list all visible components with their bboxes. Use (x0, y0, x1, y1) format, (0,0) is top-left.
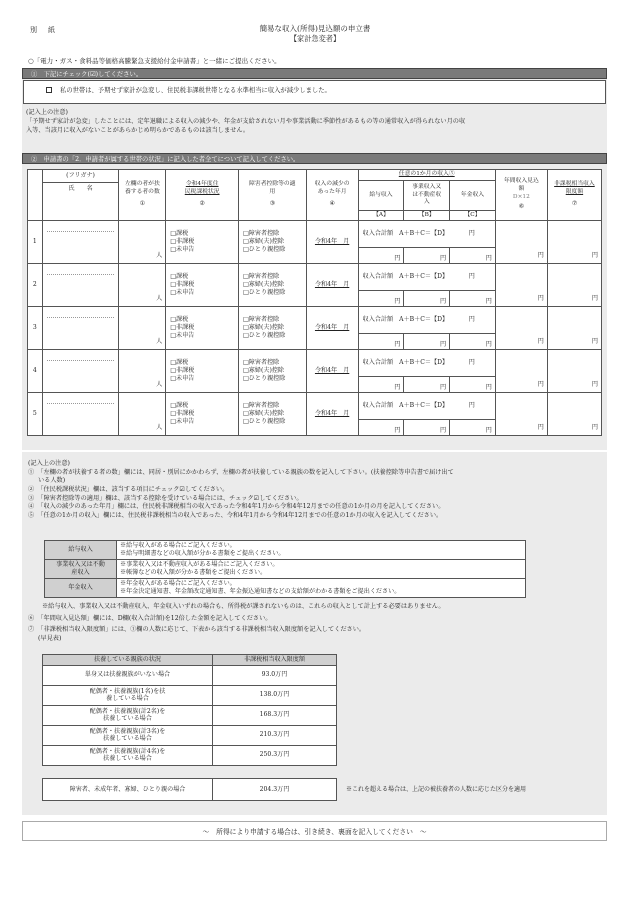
annual-income-input[interactable]: 円 (495, 350, 547, 393)
income-sum-cell[interactable]: 収入合計額 A＋B＋C＝【D】 円 (358, 264, 495, 291)
income-type-note: ※事業収入又は不動産収入がある場合にご記入ください。 (120, 560, 279, 568)
note-1: ① 「左欄の者が扶養する者の数」欄には、同居・別居にかかわらず、左欄の者が扶養している親族の数を記入して下さい。(扶養控除等申告書で届け出て (28, 468, 454, 476)
deduction-option-disability[interactable]: □障害者控除 (243, 229, 280, 237)
deduction-option-single-parent[interactable]: □ひとり親控除 (243, 246, 286, 254)
income-type-row (45, 541, 526, 560)
col-b-label: 【B】 (404, 211, 450, 221)
tax-option-taxed[interactable]: □課税 (170, 315, 189, 323)
reduced-month-input[interactable]: 令和4年 月 (306, 350, 358, 393)
notes1-line1: 「予期せず家計が急変」したことには、定年退職による収入の減少や、年金が支給されない月や事業活動に季節性があるもの等の通常収入が得られない月の収 (26, 117, 466, 125)
deduction-header: 障害者控除等の適用 ③ (239, 170, 307, 221)
limit-input[interactable]: 円 (547, 221, 601, 264)
tax-option-exempt[interactable]: □非課税 (170, 366, 195, 374)
document-subtitle: 【家計急変者】 (289, 34, 341, 43)
dependents-input[interactable]: 人 (119, 307, 166, 350)
income-type-row (45, 559, 526, 578)
quick-table-label: (早見表) (38, 635, 62, 643)
row-number: 3 (28, 307, 43, 350)
deduction-option-disability[interactable]: □障害者控除 (243, 272, 280, 280)
person-row (28, 221, 602, 248)
dependents-input[interactable]: 人 (119, 264, 166, 307)
deduction-option-widow[interactable]: □寡婦(夫)控除 (243, 323, 285, 331)
reduced-month-header: 収入の減少のあった年月 ④ (306, 170, 358, 221)
limit-amount: 168.3万円 (213, 705, 337, 725)
section1-panel (22, 68, 607, 156)
pension-input[interactable]: 円 (450, 291, 496, 307)
salary-input[interactable]: 円 (358, 377, 404, 393)
person-row (28, 307, 602, 334)
deduction-options[interactable] (239, 307, 307, 350)
person-row (28, 264, 602, 291)
notes3 (28, 603, 603, 644)
limit-amount: 250.3万円 (213, 745, 337, 765)
section1-header: ① 下記にチェック(☑)してください。 (22, 68, 607, 79)
dependents-input[interactable]: 人 (119, 350, 166, 393)
notes1 (22, 104, 607, 136)
notes2-heading: (記入上の注意) (28, 460, 70, 467)
tax-option-undeclared[interactable]: □未申告 (170, 289, 195, 297)
deduction-options[interactable] (239, 264, 307, 307)
monthly-income-header: 任意の1か月の収入⑤ (358, 170, 495, 181)
limit-status: 配偶者・扶養親族(計2名)を扶養している場合 (43, 705, 213, 725)
reduced-month-input[interactable]: 令和4年 月 (306, 307, 358, 350)
tax-status-options[interactable] (166, 393, 239, 436)
limit-status: 単身又は扶養親族がいない場合 (43, 665, 213, 685)
limit-status: 配偶者・扶養親族(計3名)を扶養している場合 (43, 725, 213, 745)
tax-status-options[interactable] (166, 350, 239, 393)
tax-option-taxed[interactable]: □課税 (170, 401, 189, 409)
limit-status: 配偶者・扶養親族(計4名)を扶養している場合 (43, 745, 213, 765)
limit-input[interactable]: 円 (547, 307, 601, 350)
income-type-label: 事業収入又は不動産収入 (45, 559, 117, 578)
tax-option-taxed[interactable]: □課税 (170, 229, 189, 237)
checkbox-icon[interactable] (46, 87, 52, 93)
row-number: 4 (28, 350, 43, 393)
limit-special-note: ※これを超える場合は、上記の被扶養者の人数に応じた区分を適用 (346, 786, 527, 793)
notes2 (28, 460, 603, 521)
income-type-row (45, 578, 526, 597)
dependents-header: 左欄の者が扶養する者の数 ① (119, 170, 166, 221)
limit-amount: 210.3万円 (213, 725, 337, 745)
salary-input[interactable]: 円 (358, 291, 404, 307)
document-title: 簡易な収入(所得)見込額の申立書 (259, 24, 371, 33)
tax-option-undeclared[interactable]: □未申告 (170, 375, 195, 383)
limit-quick-table (42, 654, 337, 766)
pension-header: 年金収入 (450, 181, 496, 211)
furigana-input[interactable] (47, 353, 115, 361)
annual-income-input[interactable]: 円 (495, 393, 547, 436)
note-3: ③ 「障害者控除等の適用」欄は、該当する控除を受けている場合には、チェック☑してください。 (28, 494, 303, 502)
section1-checkbox-row[interactable] (23, 80, 606, 104)
income-type-label: 給与収入 (45, 541, 117, 560)
limit-special-table (42, 778, 337, 801)
row-number: 2 (28, 264, 43, 307)
name-header-label: 氏 名 (43, 182, 119, 193)
furigana-input[interactable] (47, 224, 115, 232)
tax-status-header: 令和4年度住民税課税状況 ② (166, 170, 239, 221)
income-sum-cell[interactable]: 収入合計額 A＋B＋C＝【D】 円 (358, 307, 495, 334)
note-1b: いる人数) (38, 477, 66, 485)
annual-income-input[interactable]: 円 (495, 221, 547, 264)
income-sum-cell[interactable]: 収入合計額 A＋B＋C＝【D】 円 (358, 350, 495, 377)
col-a-label: 【A】 (358, 211, 404, 221)
business-input[interactable]: 円 (404, 334, 450, 350)
pension-input[interactable]: 円 (450, 248, 496, 264)
tax-status-options[interactable] (166, 221, 239, 264)
person-row (28, 350, 602, 377)
section1-checkbox-label: 私の世帯は、予期せず家計が急変し、住民税非課税世帯となる水準相当に収入が減少しました。 (60, 87, 331, 94)
deduction-options[interactable] (239, 221, 307, 264)
business-input[interactable]: 円 (404, 420, 450, 436)
deduction-option-widow[interactable]: □寡婦(夫)控除 (243, 366, 285, 374)
salary-input[interactable]: 円 (358, 334, 404, 350)
note-6: ⑥ 「年間収入見込額」欄には、D欄(収入合計額)を12倍した金額を記入してください。 (28, 614, 272, 622)
limit-col-status: 扶養している親族の状況 (43, 655, 213, 666)
tax-option-taxed[interactable]: □課税 (170, 272, 189, 280)
household-income-table (27, 169, 602, 436)
limit-status: 配偶者・扶養親族(1名)を扶養している場合 (43, 685, 213, 705)
deduction-option-widow[interactable]: □寡婦(夫)控除 (243, 280, 285, 288)
business-input[interactable]: 円 (404, 248, 450, 264)
income-type-label: 年金収入 (45, 578, 117, 597)
income-types-table (44, 540, 526, 598)
deduction-options[interactable] (239, 393, 307, 436)
note-2: ② 「住民税課税状況」欄は、該当する項目にチェック☑してください。 (28, 486, 229, 494)
row-number: 1 (28, 221, 43, 264)
tax-option-undeclared[interactable]: □未申告 (170, 246, 195, 254)
deduction-option-disability[interactable]: □障害者控除 (243, 358, 280, 366)
income-type-note: ※給与収入がある場合にご記入ください。 (120, 542, 236, 549)
col-c-label: 【C】 (450, 211, 496, 221)
salary-input[interactable]: 円 (358, 420, 404, 436)
business-input[interactable]: 円 (404, 377, 450, 393)
row-number: 5 (28, 393, 43, 436)
name-input-cell[interactable] (42, 350, 119, 393)
tax-status-options[interactable] (166, 264, 239, 307)
name-input-cell[interactable] (42, 393, 119, 436)
dependents-input[interactable]: 人 (119, 393, 166, 436)
section2-header: ② 申請書の「2．申請者が属する世帯の状況」に記入した者全てについて記入してください。 (22, 153, 607, 164)
deduction-option-widow[interactable]: □寡婦(夫)控除 (243, 237, 285, 245)
tax-option-exempt[interactable]: □非課税 (170, 237, 195, 245)
notes1-heading: (記入上の注意) (26, 109, 68, 116)
note-7: ⑦ 「非課税相当収入限度額」には、①欄の人数に応じて、下表から該当する非課税相当収入限度額を記入してください。 (28, 626, 366, 634)
name-input-cell[interactable] (42, 264, 119, 307)
annual-income-input[interactable]: 円 (495, 307, 547, 350)
annual-income-header: 年間収入見込額 D×12 ⑥ (495, 170, 547, 221)
furigana-input[interactable] (47, 267, 115, 275)
pension-input[interactable]: 円 (450, 420, 496, 436)
tax-option-exempt[interactable]: □非課税 (170, 280, 195, 288)
limit-input[interactable]: 円 (547, 264, 601, 307)
reduced-month-input[interactable]: 令和4年 月 (306, 221, 358, 264)
limit-input[interactable]: 円 (547, 350, 601, 393)
deduction-option-disability[interactable]: □障害者控除 (243, 315, 280, 323)
tax-option-exempt[interactable]: □非課税 (170, 323, 195, 331)
deduction-option-single-parent[interactable]: □ひとり親控除 (243, 289, 286, 297)
business-header: 事業収入又は不動産収入 (404, 181, 450, 211)
income-type-note: ※年金収入がある場合にご記入ください。 (120, 579, 236, 587)
note-tax-exempt: ※給与収入、事業収入又は不動産収入、年金収入いずれの場合も、所得税が課されないものは、これらの収入として計上する必要はありません。 (42, 603, 445, 610)
limit-amount: 138.0万円 (213, 685, 337, 705)
limit-input[interactable]: 円 (547, 393, 601, 436)
limit-col-amount: 非課税相当収入限度額 (213, 655, 337, 666)
salary-input[interactable]: 円 (358, 248, 404, 264)
footer-note: 〜 所得により申請する場合は、引き続き、裏面を記入してください 〜 (22, 821, 607, 841)
limit-header: 非課税相当収入限度額 ⑦ (547, 170, 601, 221)
income-type-note: ※年金決定通知書、年金額改定通知書、年金振込通知書などの支給額がわかる書類をご提出ください。 (120, 587, 401, 595)
deduction-option-single-parent[interactable]: □ひとり親控除 (243, 418, 286, 426)
salary-header: 給与収入 (358, 181, 404, 211)
furigana-header: (フリガナ) (66, 172, 95, 179)
income-sum-cell[interactable]: 収入合計額 A＋B＋C＝【D】 円 (358, 393, 495, 420)
intro-text: ○「電力・ガス・食料品等価格高騰緊急支援給付金申請書」と一緒にご提出ください。 (28, 57, 281, 65)
deduction-option-single-parent[interactable]: □ひとり親控除 (243, 375, 286, 383)
reduced-month-input[interactable]: 令和4年 月 (306, 393, 358, 436)
limit-special-status: 障害者、未成年者、寡婦、ひとり親の場合 (43, 779, 213, 801)
reduced-month-input[interactable]: 令和4年 月 (306, 264, 358, 307)
furigana-input[interactable] (47, 396, 115, 404)
deduction-option-disability[interactable]: □障害者控除 (243, 401, 280, 409)
income-type-note: ※帳簿などの収入額が分かる書類をご提出ください。 (120, 568, 267, 576)
tax-option-taxed[interactable]: □課税 (170, 358, 189, 366)
annex-label: 別 紙 (30, 26, 57, 34)
name-input-cell[interactable] (42, 307, 119, 350)
pension-input[interactable]: 円 (450, 377, 496, 393)
name-input-cell[interactable] (42, 221, 119, 264)
tax-option-undeclared[interactable]: □未申告 (170, 332, 195, 340)
dependents-input[interactable]: 人 (119, 221, 166, 264)
income-sum-cell[interactable]: 収入合計額 A＋B＋C＝【D】 円 (358, 221, 495, 248)
furigana-input[interactable] (47, 310, 115, 318)
deduction-options[interactable] (239, 350, 307, 393)
deduction-option-single-parent[interactable]: □ひとり親控除 (243, 332, 286, 340)
tax-option-exempt[interactable]: □非課税 (170, 409, 195, 417)
limit-amount: 93.0万円 (213, 665, 337, 685)
note-4: ④ 「収入の減少のあった年月」欄には、住民税非課税相当の収入であった令和4年1月から令和4年12月までの任意の1か月の月を記入してください。 (28, 503, 445, 511)
annual-income-input[interactable]: 円 (495, 264, 547, 307)
business-input[interactable]: 円 (404, 291, 450, 307)
tax-option-undeclared[interactable]: □未申告 (170, 418, 195, 426)
tax-status-options[interactable] (166, 307, 239, 350)
limit-special-amount: 204.3万円 (213, 779, 337, 801)
notes1-line2: 入等、当該月に収入がないことがあらかじめ明らかであるものは該当しません。 (26, 126, 250, 134)
name-header (42, 170, 119, 221)
note-5: ⑤ 「任意の1か月の収入」欄には、住民税非課税相当の収入であった、令和4年1月から令和4年12月までの任意の1か月の収入を記入してください。 (28, 512, 443, 520)
income-type-note: ※給与明細書などの収入額が分かる書類をご提出ください。 (120, 549, 285, 557)
pension-input[interactable]: 円 (450, 334, 496, 350)
deduction-option-widow[interactable]: □寡婦(夫)控除 (243, 409, 285, 417)
person-row (28, 393, 602, 420)
